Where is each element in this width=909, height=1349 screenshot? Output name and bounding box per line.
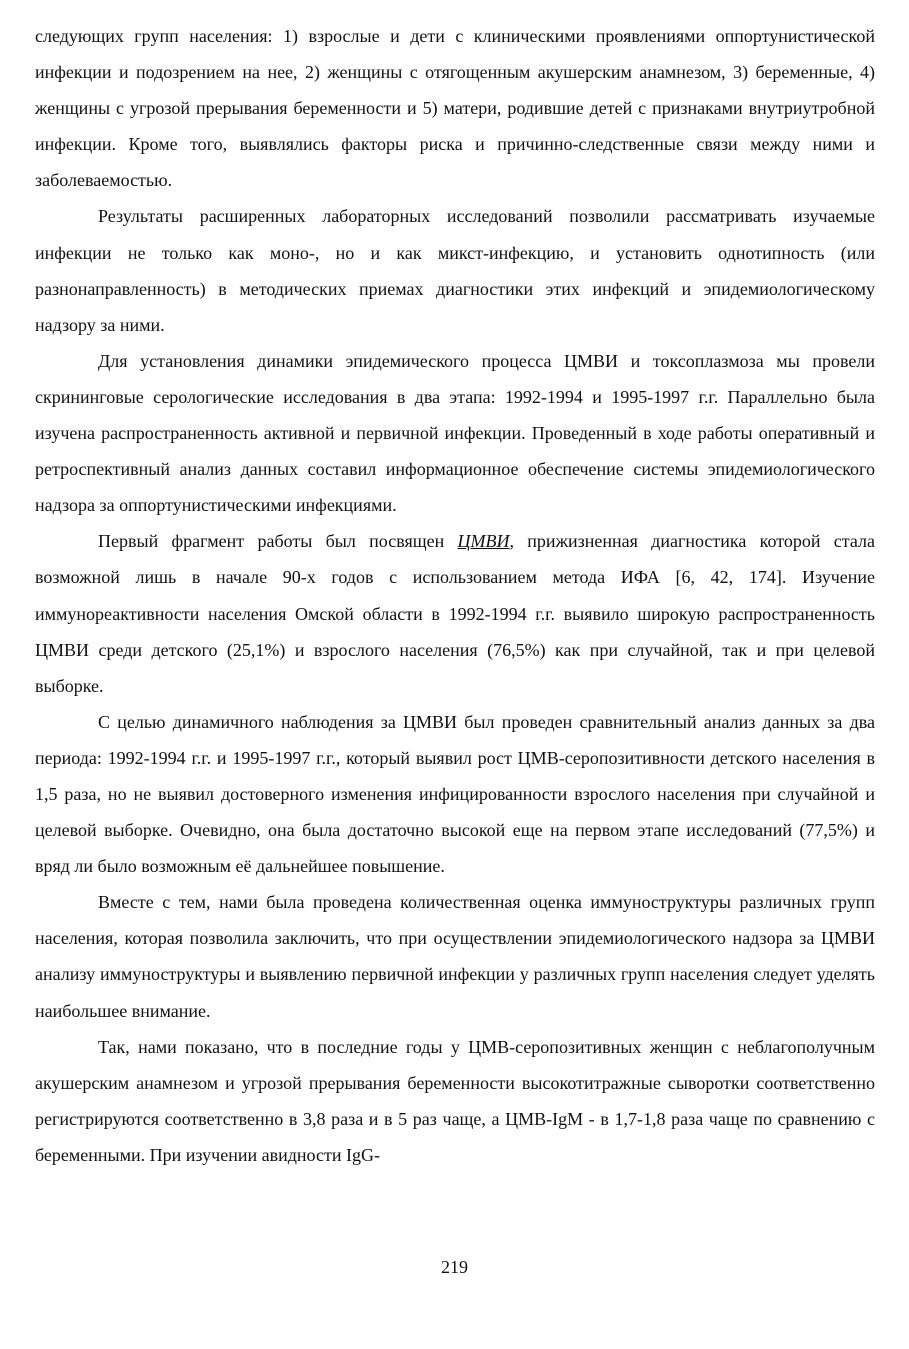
page-number: 219 xyxy=(441,1257,468,1277)
paragraph-women-findings: Так, нами показано, что в последние годы у ЦМВ-серопозитивных женщин с неблагополучным акушерским анамнезом и угрозой прерывания беременности высокотитражные сыворотки соответственно регистрируются соответственно в 3,8 раза и в 5 раз чаще, а ЦМВ-IgM - в 1,7-1,8 раза чаще по сравнению с беременными. При изучении авидности IgG- xyxy=(35,1036,875,1165)
paragraph-cmvi-intro-after: , прижизненная диагностика которой стала возможной лишь в начале 90-х годов с использованием метода ИФА [6, 42, 174]. Изучение иммунореактивности населения Омской области в 1992-1994 г.г. выявило широкую распространенность ЦМВИ среди детского (25,1%) и взрослого населения (76,5%) как при случайной, так и при целевой выборке. xyxy=(35,531,875,696)
paragraph-cmvi-intro-before: Первый фрагмент работы был посвящен xyxy=(98,531,458,552)
paragraph-lab-results: Результаты расширенных лабораторных исследований позволили рассматривать изучаемые инфекции не только как моно-, но и как микст-инфекцию, и установить однотипность (или разнонаправленность) в методических приемах диагностики этих инфекций и эпидемиологическому надзору за ними. xyxy=(35,206,875,335)
paragraph-immunostructure: Вместе с тем, нами была проведена количественная оценка иммуноструктуры различных групп населения, которая позволила заключить, что при осуществлении эпидемиологического надзора за ЦМВИ анализу иммуноструктуры и выявлению первичной инфекции у различных групп населения следует уделять наибольшее внимание. xyxy=(35,892,875,1021)
paragraph-screening: Для установления динамики эпидемического процесса ЦМВИ и токсоплазмоза мы провели скрининговые серологические исследования в два этапа: 1992-1994 и 1995-1997 г.г. Параллельно была изучена распространенность активной и первичной инфекции. Проведенный в ходе работы оперативный и ретроспективный анализ данных составил информационное обеспечение системы эпидемиологического надзора за оппортунистическими инфекциями. xyxy=(35,350,875,516)
document-page xyxy=(35,18,875,1318)
emphasis-cmvi: ЦМВИ xyxy=(457,531,510,552)
paragraph-continuation: следующих групп населения: 1) взрослые и дети с клиническими проявлениями оппортунистической инфекции и подозрением на нее, 2) женщины с отягощенным акушерским анамнезом, 3) беременные, 4) женщины с угрозой прерывания беременности и 5) матери, родившие детей с признаками внутриутробной инфекции. Кроме того, выявлялись факторы риска и причинно-следственные связи между ними и заболеваемостью. xyxy=(35,26,875,191)
paragraph-cmvi-intro xyxy=(35,523,875,703)
paragraph-comparative-analysis: С целью динамичного наблюдения за ЦМВИ был проведен сравнительный анализ данных за два периода: 1992-1994 г.г. и 1995-1997 г.г., который выявил рост ЦМВ-серопозитивности детского населения в 1,5 раза, но не выявил достоверного изменения инфицированности взрослого населения при случайной и целевой выборке. Очевидно, она была достаточно высокой еще на первом этапе исследований (77,5%) и вряд ли было возможным её дальнейшее повышение. xyxy=(35,711,875,877)
